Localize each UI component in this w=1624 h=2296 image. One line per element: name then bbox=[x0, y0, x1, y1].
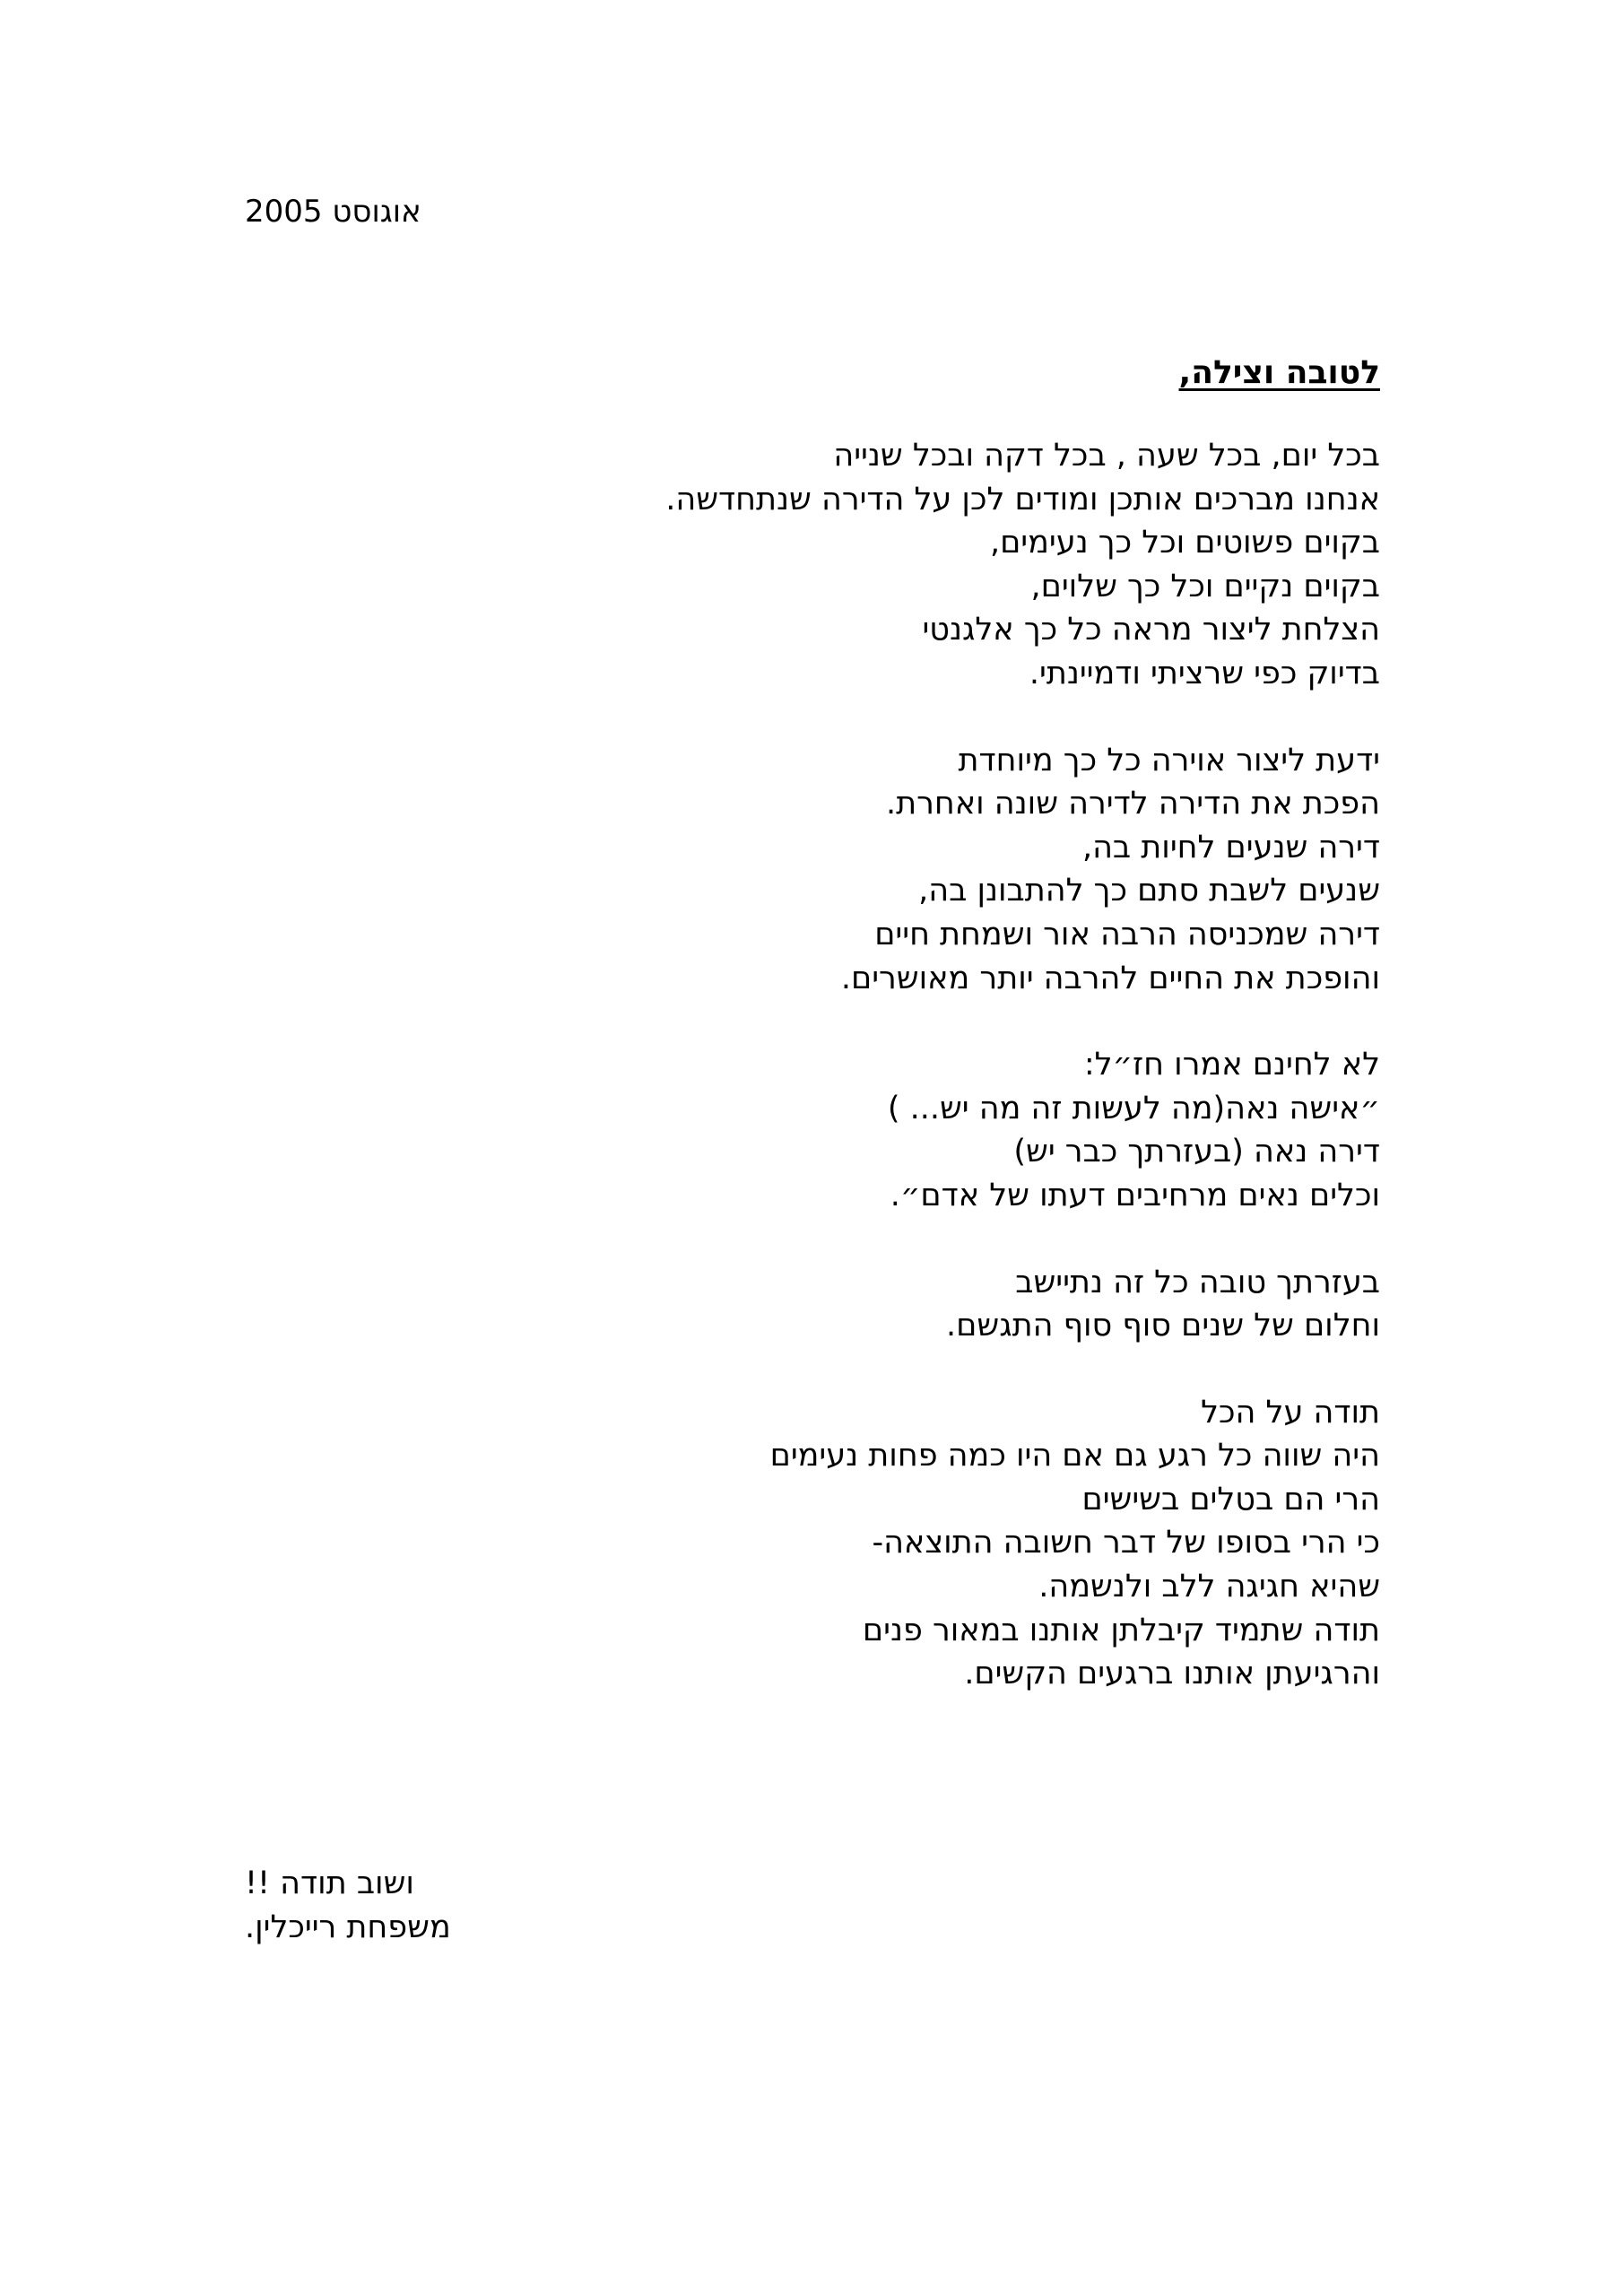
signature-name: משפחת רייכלין. bbox=[245, 1909, 451, 1945]
poem-line: בדיוק כפי שרציתי ודמיינתי. bbox=[1029, 655, 1380, 691]
poem-line: וכלים נאים מרחיבים דעתו של אדם״. bbox=[890, 1177, 1380, 1213]
stanza-3 bbox=[214, 1043, 1380, 1217]
letter-body bbox=[214, 434, 1380, 1739]
poem-line: כי הרי בסופו של דבר חשובה התוצאה- bbox=[872, 1525, 1380, 1561]
letter-date: אוגוסט 2005 bbox=[245, 194, 421, 230]
poem-line: הרי הם בטלים בשישים bbox=[1081, 1481, 1380, 1518]
poem-line: והופכת את החיים להרבה יותר מאושרים. bbox=[840, 960, 1380, 996]
poem-line: והרגיעתן אותנו ברגעים הקשים. bbox=[964, 1656, 1380, 1692]
poem-line: בקוים פשוטים וכל כך נעימים, bbox=[989, 525, 1380, 561]
poem-line: דירה שנעים לחיות בה, bbox=[1081, 829, 1380, 865]
poem-line: אנחנו מברכים אותכן ומודים לכן על הדירה שנתחדשה. bbox=[665, 481, 1380, 517]
poem-line: דירה נאה (בעזרתך כבר יש) bbox=[1013, 1134, 1380, 1170]
poem-line: בכל יום, בכל שעה , בכל דקה ובכל שנייה bbox=[833, 438, 1380, 474]
stanza-4 bbox=[214, 1261, 1380, 1348]
poem-line: בעזרתך טובה כל זה נתיישב bbox=[1015, 1264, 1380, 1300]
closing-line: ושוב תודה !! bbox=[245, 1866, 414, 1901]
letter-signature bbox=[245, 1862, 873, 1949]
poem-line: שהיא חגיגה ללב ולנשמה. bbox=[1038, 1569, 1380, 1605]
poem-line: הפכת את הדירה לדירה שונה ואחרת. bbox=[885, 786, 1380, 822]
stanza-1 bbox=[214, 434, 1380, 696]
stanza-5 bbox=[214, 1391, 1380, 1696]
poem-line: תודה שתמיד קיבלתן אותנו במאור פנים bbox=[862, 1612, 1380, 1648]
poem-line: דירה שמכניסה הרבה אור ושמחת חיים bbox=[874, 916, 1380, 952]
poem-line: ״אישה נאה(מה לעשות זה מה יש... ) bbox=[887, 1090, 1380, 1126]
poem-line: ידעת ליצור אוירה כל כך מיוחדת bbox=[958, 742, 1380, 778]
stanza-2 bbox=[214, 739, 1380, 1001]
poem-line: וחלום של שנים סוף סוף התגשם. bbox=[946, 1308, 1380, 1344]
letter-greeting: לטובה וצילה, bbox=[1178, 354, 1380, 391]
poem-line: היה שווה כל רגע גם אם היו כמה פחות נעימים bbox=[769, 1438, 1380, 1474]
poem-line: בקוים נקיים וכל כך שלוים, bbox=[1030, 568, 1380, 604]
poem-line: לא לחינם אמרו חז״ל: bbox=[1083, 1047, 1380, 1083]
poem-line: תודה על הכל bbox=[1201, 1394, 1380, 1431]
poem-line: שנעים לשבת סתם כך להתבונן בה, bbox=[918, 873, 1380, 909]
poem-line: הצלחת ליצור מראה כל כך אלגנטי bbox=[922, 612, 1380, 648]
